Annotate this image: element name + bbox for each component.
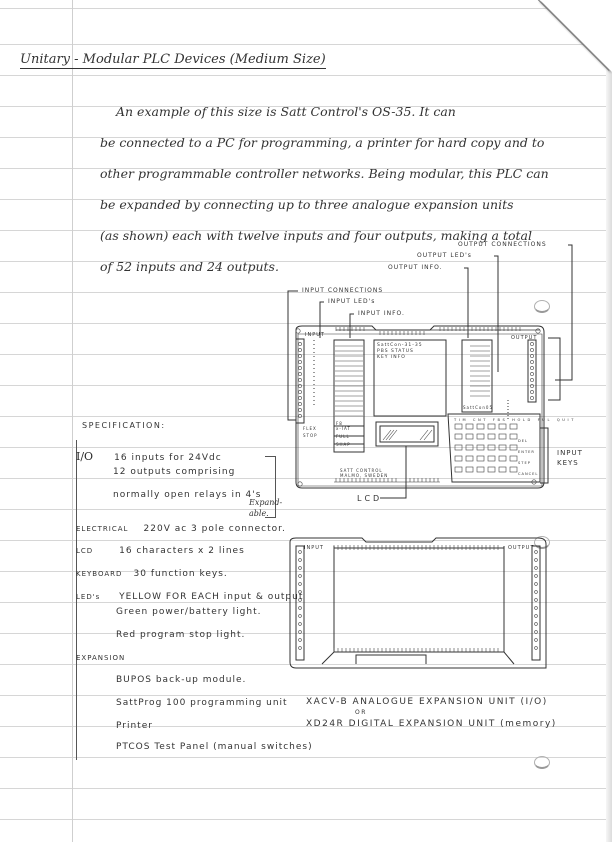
spec-key: LCD — [76, 547, 94, 555]
expandable-line: able. — [249, 509, 269, 518]
main-output-label: OUTPUT — [511, 335, 538, 341]
box-label: FULL — [336, 434, 350, 439]
spec-row-io — [76, 445, 222, 464]
key-label: HOLD — [512, 418, 533, 422]
label-input-info: INPUT INFO. — [358, 310, 405, 317]
key-label: FBS — [492, 418, 508, 422]
box-label: F8 — [336, 421, 343, 426]
page-title: Unitary - Modular PLC Devices (Medium Size) — [20, 52, 326, 67]
spec-io-line: 12 outputs comprising — [113, 467, 236, 477]
label-output-info: OUTPUT INFO. — [388, 264, 443, 271]
input-keys-line: INPUT — [557, 449, 583, 457]
spec-row-electrical — [76, 516, 286, 535]
expansion-item: BUPOS back-up module. — [116, 675, 247, 685]
expansion-item: Printer — [116, 721, 153, 731]
key-label: TIM — [454, 418, 469, 422]
key-top-row — [454, 418, 576, 422]
spec-key: KEYBOARD — [76, 570, 123, 578]
or-label: OR — [355, 709, 367, 716]
intro-paragraph — [100, 96, 578, 282]
key-side-labels — [518, 436, 538, 480]
spec-key: LED's — [76, 593, 101, 601]
label-lcd: LCD — [357, 494, 383, 503]
paragraph-line: (as shown) each with twelve inputs and four outputs, making a total — [100, 228, 533, 243]
spec-row-lcd — [76, 538, 245, 557]
screen-line: PBS STATUS — [377, 349, 414, 354]
label-input-leds: INPUT LED's — [328, 298, 376, 305]
margin-line — [72, 0, 73, 842]
spec-row-keyboard — [76, 561, 228, 580]
spec-value: 30 function keys. — [133, 569, 228, 579]
analogue-expansion-unit: XACV-B ANALOGUE EXPANSION UNIT (I/O) — [306, 697, 548, 707]
key-label: ENTER — [518, 450, 535, 454]
paragraph-line: An example of this size is Satt Control's OS-35. It can — [116, 104, 456, 119]
spec-value: 16 inputs for 24Vdc — [114, 453, 222, 463]
key-label: CNT — [472, 418, 489, 422]
screen-info-text — [377, 343, 423, 361]
key-label: FUL — [537, 418, 553, 422]
box-label: x-IAT — [336, 426, 351, 431]
punch-hole-icon — [534, 536, 550, 549]
expansion-item: SattProg 100 programming unit — [116, 698, 288, 708]
spec-key: I/O — [76, 450, 94, 463]
small-box-labels — [336, 421, 351, 447]
label-output-leds: OUTPUT LED's — [417, 252, 472, 259]
expansion-input-label: INPUT — [304, 545, 324, 551]
stop-label: STOP — [303, 433, 318, 438]
expansion-output-label: OUTPUT — [508, 545, 535, 551]
key-label: CANCEL — [518, 472, 539, 476]
paragraph-line: be expanded by connecting up to three analogue expansion units — [100, 197, 514, 212]
maker-line: MALMO, SWEDEN — [340, 473, 389, 478]
specification-heading: SPECIFICATION: — [82, 421, 166, 430]
spec-io-line: normally open relays in 4's — [113, 490, 262, 500]
paragraph-line: other programmable controller networks. Being modular, this PLC can — [100, 166, 549, 181]
flex-label: FLEX — [303, 426, 317, 431]
spec-value: 16 characters x 2 lines — [119, 546, 245, 556]
maker-line: SATT CONTROL — [340, 468, 383, 473]
key-label: QUIT — [556, 418, 576, 422]
digital-expansion-unit: XD24R DIGITAL EXPANSION UNIT (memory) — [306, 719, 557, 729]
screen-line: SattCon-31-35 — [377, 343, 423, 348]
page-edge-shadow — [606, 0, 612, 842]
screen-line: KEY INFO — [377, 355, 406, 360]
label-input-connections: INPUT CONNECTIONS — [302, 287, 384, 294]
expandable-line: Expand- — [249, 498, 283, 507]
spec-value: YELLOW FOR EACH input & output — [119, 592, 304, 602]
expansion-item: PTCOS Test Panel (manual switches) — [116, 742, 313, 752]
key-label: STEP — [518, 461, 531, 465]
paragraph-line: of 52 inputs and 24 outputs. — [100, 259, 279, 274]
main-input-label: INPUT — [305, 332, 325, 338]
punch-hole-icon — [534, 756, 550, 769]
spec-led-line: Red program stop light. — [116, 630, 246, 640]
key-label: DEL — [518, 439, 529, 443]
label-output-connections: OUTPUT CONNECTIONS — [458, 241, 547, 248]
box-label: SHAP — [336, 442, 351, 447]
spec-value: 220V ac 3 pole connector. — [143, 524, 286, 534]
punch-hole-icon — [534, 300, 550, 313]
flex-stop-label — [303, 425, 318, 439]
output-panel-label: SattCon05 — [463, 405, 493, 410]
spec-key: ELECTRICAL — [76, 525, 129, 533]
label-input-keys — [557, 448, 583, 468]
paragraph-line: be connected to a PC for programming, a printer for hard copy and to — [100, 135, 545, 150]
spec-row-leds — [76, 584, 303, 603]
input-keys-line: KEYS — [557, 459, 579, 467]
spec-led-line: Green power/battery light. — [116, 607, 262, 617]
maker-text — [340, 468, 388, 478]
spec-expansion-key: EXPANSION — [76, 654, 126, 662]
